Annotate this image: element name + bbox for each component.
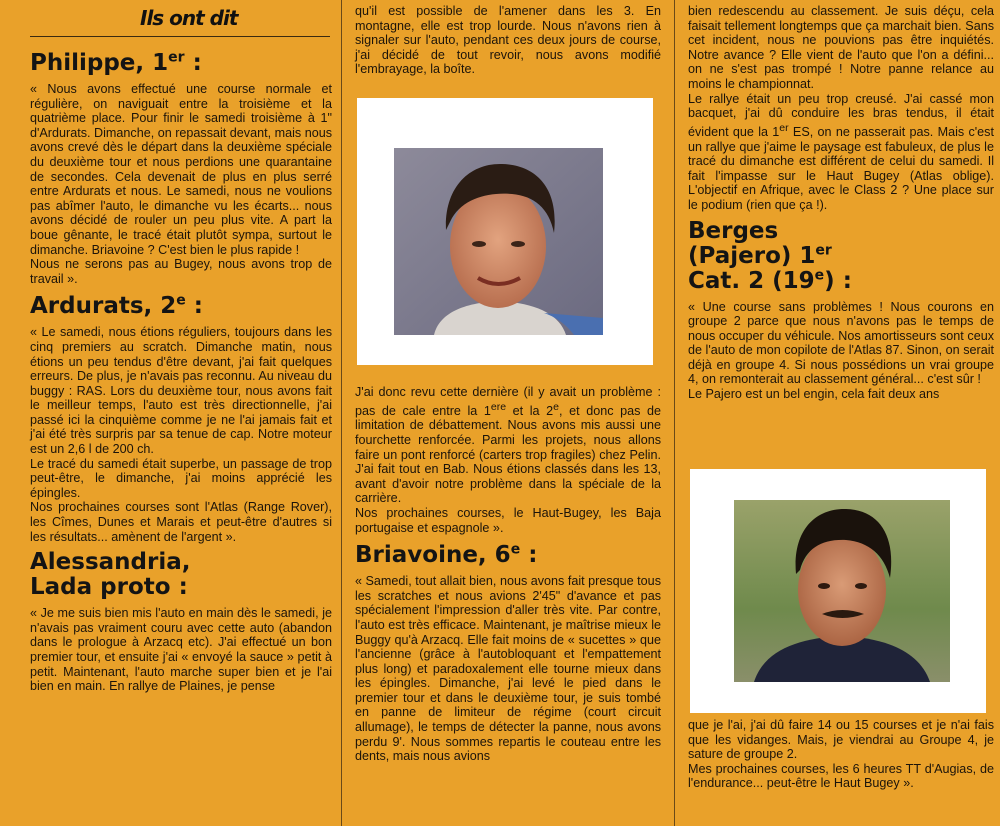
- column-divider-2: [674, 0, 675, 826]
- ardurats-paragraph-3: Nos prochaines courses sont l'Atlas (Range Rover), les Cîmes, Dunes et Marais et peut-être d'autres si les résultats... amènent de l'argent ».: [30, 500, 332, 544]
- briavoine-paragraph-3: Le rallye était un peu trop creusé. J'ai cassé mon bacquet, j'ai dû conduire les bras tendus, il était évident que la 1er ES, on ne passerait pas. Mais c'est un rallye que j'aime le paysage est fabuleux, de plus le tracé du dimanche est différent de celui du samedi. Il fait l'impasse sur le Haut Bugey (Atlas oblige). L'objectif en Afrique, avec le Class 2 ? Une place sur le podium (rien que ça !).: [688, 91, 994, 212]
- photo-frame-1: [357, 98, 653, 365]
- section-title: Ils ont dit: [140, 6, 238, 30]
- ardurats-paragraph-1: « Le samedi, nous étions réguliers, toujours dans les cinq premiers au scratch. Dimanche matin, nous étions un peu tendus d'être devant, j'ai fait quelques erreurs. De plus, je n'avais pas reconnu. Au niveau du buggy : RAS. Lors du deuxième tour, nous avons fait le meilleur temps, l'auto est très directionnelle, j'ai passé ici la cinquième comme je ne l'ai jamais fait et j'ai été très surpris par sa tenue de cap. Notre moteur est un 2,6 l de 200 ch.: [30, 325, 332, 457]
- column-divider-1: [341, 0, 342, 826]
- heading-briavoine: Briavoine, 6e :: [355, 541, 538, 569]
- heading-philippe: Philippe, 1er :: [30, 49, 202, 76]
- ardurats-paragraph-2: Le tracé du samedi était superbe, un passage de trop peut-être, le dimanche, j'ai moins apprécié les épingles.: [30, 456, 332, 500]
- heading-alessandria: Alessandria, Lada proto :: [30, 549, 191, 601]
- title-rule: [30, 36, 330, 37]
- berges-paragraph-3: que je l'ai, j'ai dû faire 14 ou 15 courses et je n'ai fais que les vidanges. Mais, je viendrai au Groupe 4, je sature de groupe 2.: [688, 718, 994, 762]
- alessandria-paragraph-1: « Je me suis bien mis l'auto en main dès le samedi, je n'avais pas vraiment couru avec cette auto (abandon dans le prologue à Arzacq etc). J'ai effectué un bon premier tour, et ensuite j'ai « envoyé la sauce » petit à petit. Maintenant, l'auto marche super bien et je l'ai bien en main. En rallye de Plaines, je pense: [30, 606, 332, 694]
- alessandria-continued: qu'il est possible de l'amener dans les 3. En montagne, elle est trop lourde. Nous n'avons rien à signaler sur l'auto, pendant ces deux jours de course, j'ai décidé de tout revoir, nous avons modifié l'embrayage, la boîte.: [355, 4, 661, 77]
- column-3-bottom: [688, 718, 994, 791]
- column-1: [12, 0, 338, 826]
- alessandria-paragraph-2: J'ai donc revu cette dernière (il y avait un problème : pas de cale entre la 1ere et la 2e, et donc pas de limitation de débattement. Nous avons mis aussi une fourchette renforcée. Parmi les projets, nous allons faire un pont renforcé (carters trop fragiles) chez Pelin. J'ai fait tout en Bab. Nous étions classés dans les 13, avant d'avoir notre problème dans la spéciale de la carrière.: [355, 385, 662, 506]
- heading-berges: Berges (Pajero) 1er Cat. 2 (19e) :: [688, 217, 852, 294]
- philippe-paragraph-2: Nous ne serons pas au Bugey, nous avons trop de travail ».: [30, 257, 332, 286]
- berges-paragraph-4: Mes prochaines courses, les 6 heures TT d'Augias, de l'endurance... peut-être le Haut Bugey ».: [688, 761, 994, 791]
- alessandria-paragraph-3: Nos prochaines courses, le Haut-Bugey, les Baja portugaise et espagnole ».: [355, 505, 661, 535]
- portrait-photo-1: [394, 148, 603, 335]
- philippe-paragraph-1: « Nous avons effectué une course normale et régulière, on naviguait entre la troisième et la quatrième place. Pour finir le samedi troisième à 1" d'Ardurats. Dimanche, on repassait devant, mais nous avons crevé dès le départ dans la deuxième spéciale du deuxième tour et nous perdions une quarantaine de secondes. Cela devenait de plus en plus serré entre Ardurats et nous. Le samedi, nous ne voulions pas abîmer l'auto, le dimanche vu les écarts... nous avons décidé de rouler un peu plus vite. A part la boue gênante, le tracé était plutôt sympa, surtout le dimanche. Briavoine ? C'est bien le plus rapide !: [30, 82, 333, 257]
- portrait-photo-2: [734, 500, 950, 682]
- column-2-middle: [355, 385, 661, 764]
- berges-paragraph-2: Le Pajero est un bel engin, cela fait deux ans: [688, 387, 940, 402]
- photo-frame-2: [690, 469, 986, 713]
- briavoine-paragraph-2: bien redescendu au classement. Je suis déçu, cela faisait tellement longtemps que ça marchait bien. Sans cet incident, nous ne pouvions pas être inquiétés. Notre avance ? Elle vient de l'auto que l'on a défini... on ne s'est pas trompé ! Notre panne relance au moins le championnat.: [688, 4, 994, 91]
- heading-ardurats: Ardurats, 2e :: [30, 292, 203, 320]
- briavoine-paragraph-1: « Samedi, tout allait bien, nous avons fait presque tous les scratches et nous avions 2'45" d'avance et pas spécialement l'impression d'aller très vite. Par contre, l'auto est très efficace. Maintenant, je maîtrise mieux le Buggy qu'à Arzacq. Elle fait moins de « sucettes » que l'ancienne (grâce à l'autobloquant et l'empattement plus long) et paradoxalement elle tourne mieux dans les épingles. Dimanche, j'ai levé le pied dans le premier tour et dans le deuxième tour, je suis tombé en panne de limiteur de régime (court circuit allumage), le temps de détecter la panne, nous avons perdu 9'. Nous sommes repartis le couteau entre les dents, mais nous avions: [355, 574, 661, 764]
- berges-paragraph-1: « Une course sans problèmes ! Nous courons en groupe 2 parce que nous n'avons pas le temps de nous occuper du véhicule. Nos amortisseurs sont ceux de l'auto de mon copilote de l'Atlas 87. Sinon, on serait déjà en groupe 4. Si nous possédions un vrai groupe 4, on remonterait au classement général... c'est sûr !: [688, 299, 994, 387]
